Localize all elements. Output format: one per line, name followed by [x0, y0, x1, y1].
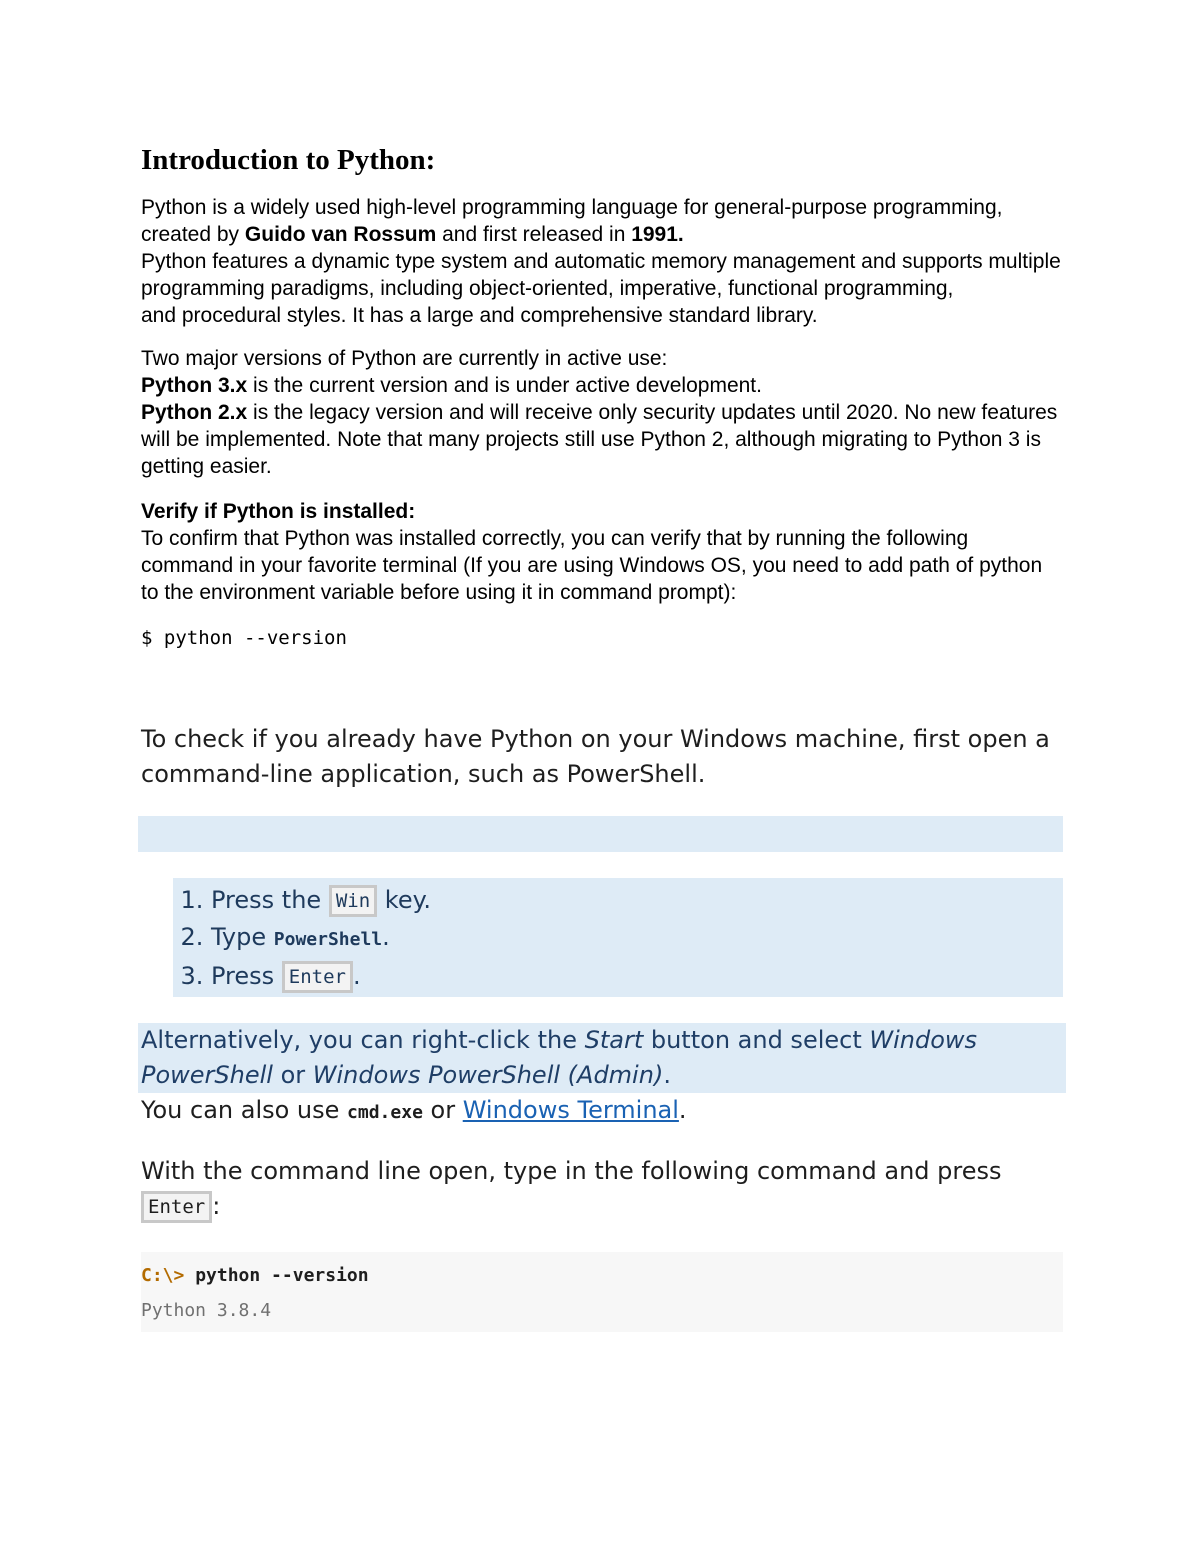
cmd-exe-code: cmd.exe: [347, 1102, 423, 1123]
code-output: Python 3.8.4: [141, 1300, 272, 1321]
step-2: 2. Type PowerShell.: [211, 919, 1063, 958]
step-1: 1. Press the Win key.: [211, 882, 1063, 919]
blank-highlight-band: [138, 816, 1063, 852]
intro-paragraph-1: Python is a widely used high-level programming language for general-purpose programming, created by Guido van Rossum and first released in 1991.: [141, 196, 1003, 246]
verify-text: To confirm that Python was installed correctly, you can verify that by running the following command in your favorite terminal (If you are using Windows OS, you need to add path of python to the environment variable before using it in command prompt):: [141, 527, 1043, 604]
intro-paragraph-2: Python features a dynamic type system and automatic memory management and supports multiple programming paradigms, including object-oriented, imperative, functional programming,: [141, 250, 1061, 300]
step-3: 3. Press Enter .: [211, 958, 1063, 995]
alternative-note: Alternatively, you can right-click the Start button and select Windows PowerShell or Windows PowerShell (Admin).: [138, 1023, 1066, 1093]
code-command: python --version: [184, 1265, 369, 1286]
enter-key-2: Enter: [141, 1191, 212, 1223]
code-command-line: [141, 1258, 1063, 1293]
verify-heading: Verify if Python is installed:: [141, 500, 416, 523]
with-command-line-paragraph: With the command line open, type in the following command and press Enter :: [141, 1154, 1063, 1224]
document-content: [141, 140, 1063, 1332]
code-prompt: C:\>: [141, 1265, 185, 1286]
windows-terminal-link[interactable]: Windows Terminal: [462, 1096, 679, 1124]
version-3-line: Python 3.x is the current version and is under active development.: [141, 374, 762, 397]
powershell-code: PowerShell: [273, 929, 383, 950]
also-use-line: You can also use cmd.exe or Windows Terminal.: [141, 1096, 687, 1124]
version-command: $ python --version: [141, 627, 347, 649]
win-key: Win: [329, 885, 377, 917]
steps-list: [173, 882, 1063, 995]
versions-lead: Two major versions of Python are currently in active use:: [141, 347, 668, 370]
windows-intro: To check if you already have Python on your Windows machine, first open a command-line application, such as PowerShell.: [141, 725, 1050, 788]
enter-key: Enter: [282, 961, 353, 993]
intro-section: [141, 194, 1063, 606]
intro-paragraph-3: and procedural styles. It has a large and comprehensive standard library.: [141, 304, 818, 327]
steps-box: [173, 878, 1063, 997]
code-block: [141, 1252, 1063, 1332]
page-title: Introduction to Python:: [141, 144, 436, 176]
version-2-line: Python 2.x is the legacy version and will receive only security updates until 2020. No new features will be implemented. Note that many projects still use Python 2, although migrating to Python 3 is getting easier.: [141, 401, 1058, 478]
